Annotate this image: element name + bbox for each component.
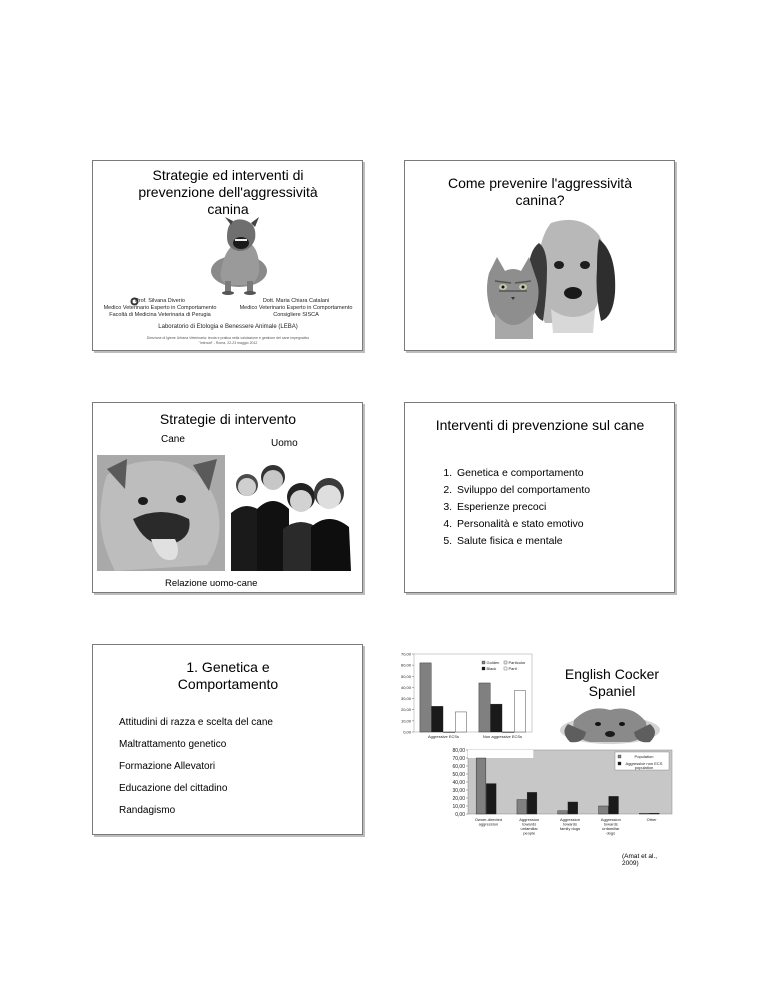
legend-swatch <box>504 667 507 670</box>
slide-3 <box>92 402 363 593</box>
bar-aggressive-non-ecs <box>609 796 619 814</box>
x-tick-label: Owner-directed aggression <box>474 817 503 827</box>
list-item: 3. Esperienze precoci <box>455 499 590 516</box>
slide-1 <box>92 160 363 351</box>
x-tick-label: Other <box>646 817 657 822</box>
people-group-photo <box>231 459 351 571</box>
barking-dog-photo <box>191 215 281 295</box>
y-tick-label: 50,00 <box>400 673 411 679</box>
chart-aggression-type <box>440 742 680 838</box>
bar-black <box>432 706 443 732</box>
bar-golden <box>479 683 490 732</box>
cat-and-basset-photo <box>481 213 621 341</box>
bar-black <box>491 704 502 732</box>
author-left <box>97 298 223 319</box>
bar-particolor <box>444 732 455 733</box>
bar-particolor <box>503 732 514 733</box>
topic-item-1: Attitudini di razza e scelta del cane <box>119 717 273 728</box>
legend-label: Population <box>634 754 654 759</box>
bar-population <box>639 813 649 814</box>
y-tick-label: 10,00 <box>400 718 411 724</box>
slide-5-title: 1. Genetica e Comportamento <box>177 659 279 692</box>
y-tick-label: 30,00 <box>400 696 411 702</box>
legend-swatch <box>482 661 485 664</box>
author-left-name: Prof. Silvana Diverio <box>135 298 185 304</box>
relazione-label: Relazione uomo-cane <box>165 578 258 589</box>
bar-aggressive-non-ecs <box>650 813 660 814</box>
legend-label: Golden <box>486 660 500 665</box>
author-right-name: Dott. Maria Chiara Catalani <box>262 298 330 304</box>
x-tick-label: Aggression towards family dogs <box>559 817 581 831</box>
topic-item-3: Formazione Allevatori <box>119 761 216 772</box>
bar-population <box>558 811 568 814</box>
slide-2 <box>404 160 675 351</box>
cocker-spaniel-photo <box>554 702 664 746</box>
y-tick-label: 20,00 <box>400 707 411 713</box>
author-right-role: Medico Veterinario Esperto in Comportamento <box>239 305 353 311</box>
legend-swatch <box>618 755 621 758</box>
legend-swatch <box>618 762 621 765</box>
list-item: 4. Personalità e stato emotivo <box>455 516 590 533</box>
y-tick-label: 40,00 <box>452 779 465 786</box>
chart-coat-color <box>392 646 540 742</box>
slide-6 <box>400 644 675 867</box>
y-tick-label: 70,00 <box>452 755 465 762</box>
x-tick-label: Aggressive ECSs <box>427 734 460 739</box>
legend-label: Aggressive non ECS population <box>625 761 663 770</box>
label-cane: Cane <box>161 434 185 445</box>
y-tick-label: 80,00 <box>452 747 465 754</box>
label-uomo: Uomo <box>271 438 298 449</box>
legend-label: Parti <box>508 666 517 671</box>
bar-parti <box>514 691 525 732</box>
bar-population <box>517 800 527 814</box>
bar-population <box>476 758 486 814</box>
footer-line-2: "Intercaf" - Roma, 22-23 maggio 2012 <box>198 340 258 345</box>
footer-line-1: Direzione di Igiene Urbana Veterinaria: teoria e pratica nella valutazione e gestione del cane impegnativo <box>146 336 310 340</box>
list-item: 2. Sviluppo del comportamento <box>455 482 590 499</box>
list-item: 1. Genetica e comportamento <box>455 465 590 482</box>
y-tick-label: 20,00 <box>452 795 465 802</box>
y-tick-label: 70,00 <box>400 651 411 657</box>
bar-population <box>599 806 609 814</box>
slide-4 <box>404 402 675 593</box>
x-tick-label: Non aggressive ECSs <box>482 734 523 739</box>
author-left-role: Medico Veterinario Esperto in Comportamento <box>103 305 217 311</box>
x-tick-label: Aggression towards unfamiliar dogs <box>600 817 621 836</box>
y-tick-label: 0,00 <box>455 811 465 818</box>
slide-1-title: Strategie ed interventi di prevenzione dell'aggressività canina <box>138 167 318 217</box>
y-tick-label: 60,00 <box>452 763 465 770</box>
y-tick-label: 50,00 <box>452 771 465 778</box>
slide-5 <box>92 644 363 835</box>
bar-aggressive-non-ecs <box>568 802 578 814</box>
citation: (Amat et al., 2009) <box>622 853 658 867</box>
author-right <box>231 298 361 319</box>
bar-aggressive-non-ecs <box>486 784 496 814</box>
legend-label: Black <box>486 666 497 671</box>
y-tick-label: 0,00 <box>403 729 411 735</box>
slide-3-title: Strategie di intervento <box>159 411 297 427</box>
y-tick-label: 60,00 <box>400 662 411 668</box>
bar-golden <box>420 663 431 732</box>
bar-aggressive-non-ecs <box>527 792 537 814</box>
topic-item-2: Maltrattamento genetico <box>119 739 227 750</box>
slide-4-title: Interventi di prevenzione sul cane <box>435 417 645 433</box>
legend-swatch <box>504 661 507 664</box>
slide-6-title: English Cocker Spaniel <box>564 666 660 699</box>
dog-face-photo <box>97 455 225 571</box>
legend-swatch <box>482 667 485 670</box>
list-item: 5. Salute fisica e mentale <box>455 533 590 550</box>
author-left-affiliation: Facoltà di Medicina Veterinaria di Perugia <box>109 312 211 318</box>
slide-2-title: Come prevenire l'aggressività canina? <box>448 175 632 208</box>
y-tick-label: 10,00 <box>452 803 465 810</box>
lab-name: Laboratorio di Etologia e Benessere Animale (LEBA) <box>158 324 298 330</box>
x-tick-label: Aggression towards unfamiliar people <box>519 817 540 836</box>
topic-item-5: Randagismo <box>119 805 176 816</box>
legend-label: Particolor <box>508 660 526 665</box>
footer <box>103 336 353 345</box>
plot-header-strip <box>468 750 533 758</box>
bar-parti <box>455 712 466 732</box>
topic-item-4: Educazione del cittadino <box>119 783 228 794</box>
intervention-list <box>437 465 590 550</box>
y-tick-label: 40,00 <box>400 684 411 690</box>
y-tick-label: 30,00 <box>452 787 465 794</box>
author-right-affiliation: Consigliere SISCA <box>273 312 319 318</box>
